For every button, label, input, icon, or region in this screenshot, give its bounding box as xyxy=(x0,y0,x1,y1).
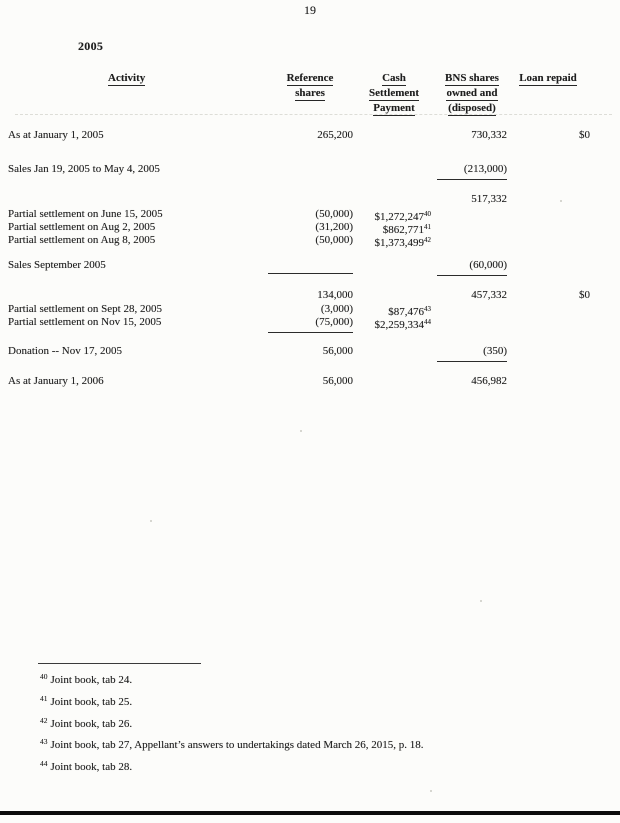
column-header-reference-shares xyxy=(272,71,348,101)
loan-repaid-cell: $0 xyxy=(579,129,590,141)
column-header-loan-repaid xyxy=(505,71,591,86)
bns-shares-cell: (213,000) xyxy=(437,163,507,180)
activity-cell: Partial settlement on Sept 28, 2005 xyxy=(8,303,162,315)
scan-speck xyxy=(560,200,562,202)
footnote-reference: 42 xyxy=(424,236,431,244)
column-header-label: Activity xyxy=(108,72,146,84)
footnote-text: Joint book, tab 24. xyxy=(50,674,133,686)
footnote-text: Joint book, tab 25. xyxy=(50,696,133,708)
cash-settlement-cell xyxy=(352,316,431,332)
activity-cell: Sales Jan 19, 2005 to May 4, 2005 xyxy=(8,163,160,175)
cash-settlement-cell xyxy=(352,234,431,250)
activity-cell: As at January 1, 2005 xyxy=(8,129,104,141)
footnote-marker: 41 xyxy=(40,694,48,703)
cash-amount: $87,476 xyxy=(388,306,424,318)
footnote-marker: 43 xyxy=(40,737,48,746)
reference-shares-cell: (50,000) xyxy=(315,234,353,246)
scan-speck xyxy=(150,520,152,522)
footnote-marker: 40 xyxy=(40,672,48,681)
activity-cell: Sales September 2005 xyxy=(8,259,106,271)
footnote xyxy=(40,716,132,730)
footnote xyxy=(40,672,132,686)
column-header-label: Loan repaid xyxy=(519,72,577,84)
footnote-marker: 42 xyxy=(40,716,48,725)
column-header-label: Settlement xyxy=(368,87,420,99)
footnote-marker: 44 xyxy=(40,759,48,768)
footnote-reference: 44 xyxy=(424,318,431,326)
reference-shares-cell: (31,200) xyxy=(315,221,353,233)
column-header-label: Payment xyxy=(373,102,415,114)
column-header-activity xyxy=(108,71,168,86)
section-title: 2005 xyxy=(78,39,104,53)
bns-shares-cell: 456,982 xyxy=(471,375,507,387)
reference-shares-cell: (50,000) xyxy=(315,208,353,220)
footnote-text: Joint book, tab 28. xyxy=(50,761,133,773)
footnote-separator xyxy=(38,663,201,664)
page-bottom-rule xyxy=(0,811,620,815)
activity-cell: Partial settlement on June 15, 2005 xyxy=(8,208,163,220)
activity-cell: As at January 1, 2006 xyxy=(8,375,104,387)
column-header-label: Cash xyxy=(382,72,406,84)
scan-artifact-line xyxy=(15,114,612,115)
footnote xyxy=(40,694,132,708)
reference-shares-cell: 265,200 xyxy=(317,129,353,141)
column-header-bns-shares xyxy=(434,71,510,116)
reference-shares-rule xyxy=(268,259,353,274)
activity-cell: Partial settlement on Aug 2, 2005 xyxy=(8,221,156,233)
page-number: 19 xyxy=(304,3,316,17)
bns-shares-cell: (60,000) xyxy=(437,259,507,276)
activity-cell: Partial settlement on Aug 8, 2005 xyxy=(8,234,156,246)
cash-amount: $1,272,247 xyxy=(374,211,424,223)
bns-shares-cell: 730,332 xyxy=(471,129,507,141)
activity-cell: Partial settlement on Nov 15, 2005 xyxy=(8,316,162,328)
column-header-label: owned and xyxy=(446,87,498,99)
cash-amount: $1,373,499 xyxy=(374,237,424,249)
scan-speck xyxy=(480,600,482,602)
scan-speck xyxy=(430,790,432,792)
footnote-text: Joint book, tab 27, Appellant’s answers to undertakings dated March 26, 2015, p. 18. xyxy=(50,739,424,751)
cash-amount: $862,771 xyxy=(382,224,424,236)
reference-shares-cell: (75,000) xyxy=(268,316,353,333)
column-header-label: (disposed) xyxy=(448,102,496,114)
column-header-label: BNS shares xyxy=(445,72,499,84)
bns-shares-cell: 457,332 xyxy=(471,289,507,301)
reference-shares-cell: (3,000) xyxy=(320,303,353,315)
reference-shares-cell: 134,000 xyxy=(317,289,353,301)
footnote xyxy=(40,759,132,773)
reference-shares-cell: 56,000 xyxy=(322,345,353,357)
footnote-reference: 40 xyxy=(424,210,431,218)
reference-shares-cell: 56,000 xyxy=(322,375,353,387)
footnote-reference: 41 xyxy=(424,223,431,231)
footnote-text: Joint book, tab 26. xyxy=(50,718,133,730)
activity-cell: Donation -- Nov 17, 2005 xyxy=(8,345,122,357)
cash-amount: $2,259,334 xyxy=(374,319,424,331)
column-header-label: Reference xyxy=(286,72,334,84)
column-header-label: shares xyxy=(295,87,325,99)
scan-speck xyxy=(300,430,302,432)
bns-shares-cell: (350) xyxy=(437,345,507,362)
bns-shares-cell: 517,332 xyxy=(471,193,507,205)
footnote-reference: 43 xyxy=(424,305,431,313)
column-header-cash-settlement-payment xyxy=(356,71,432,116)
footnote xyxy=(40,737,424,751)
loan-repaid-cell: $0 xyxy=(579,289,590,301)
